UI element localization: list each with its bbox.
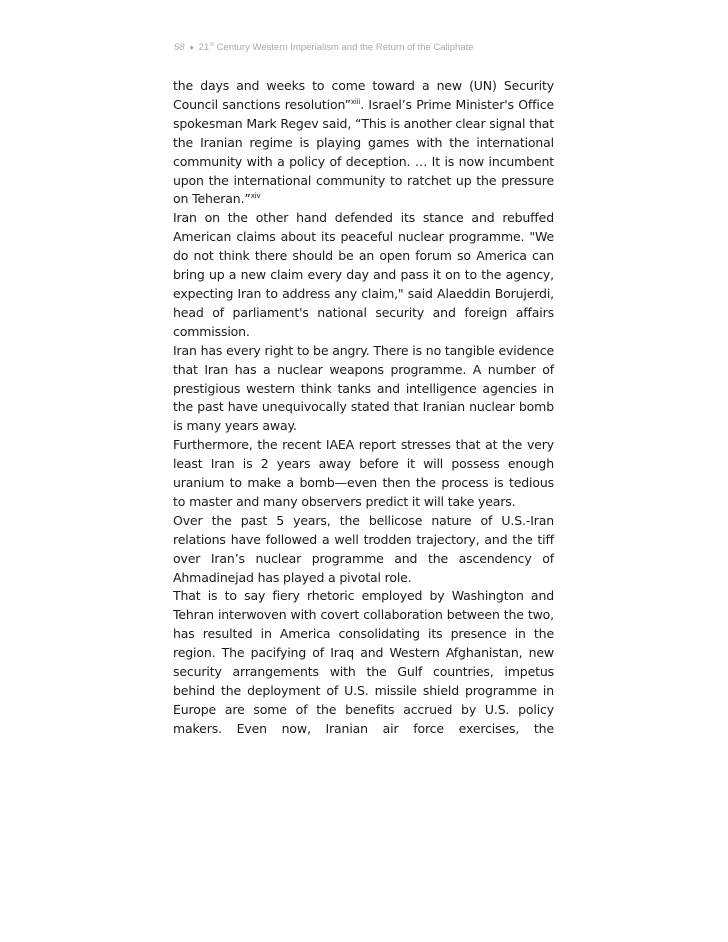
body-text [173,77,554,739]
endnote-ref-xiii: xiii [350,97,361,106]
header-title-prefix: 21 [198,42,210,53]
paragraph-1-part-2: . Israel’s Prime Minister's Office spokesman Mark Regev said, “This is another clear signal that the Iranian regime is playing games with the international community with a policy of deception. … It is now incumbent upon the international community to ratchet up the pressure on Teheran.” [173,96,554,207]
paragraph-4: Furthermore, the recent IAEA report stresses that at the very least Iran is 2 years away before it will possess enough uranium to make a bomb—even then the process is tedious to master and many observers predict it will take years. [173,437,554,509]
paragraph-3: Iran has every right to be angry. There is no tangible evidence that Iran has a nuclear weapons programme. A number of prestigious western think tanks and intelligence agencies in the past have unequivocally stated that Iranian nuclear bomb is many years away. [173,342,554,434]
diamond-separator-icon: ♦ [189,43,194,52]
header-title: Century Western Imperialism and the Return of the Caliphate [216,42,474,53]
paragraph-1 [173,77,554,209]
header-title-superscript: st [209,42,214,48]
paragraph-2: Iran on the other hand defended its stance and rebuffed American claims about its peaceful nuclear programme. "We do not think there should be an open forum so America can bring up a new claim every day and pass it on to the agency, expecting Iran to address any claim," said Alaeddin Borujerdi, head of parliament's national security and foreign affairs commission. [173,210,554,339]
running-header [174,42,574,53]
paragraph-5: Over the past 5 years, the bellicose nature of U.S.-Iran relations have followed a well trodden trajectory, and the tiff over Iran’s nuclear programme and the ascendency of Ahmadinejad has played a pivotal role. [173,512,554,585]
paragraph-6: That is to say fiery rhetoric employed by Washington and Tehran interwoven with covert collaboration between the two, has resulted in America consolidating its presence in the region. The pacifying of Iraq and Western Afghanistan, new security arrangements with the Gulf countries, impetus behind the deployment of U.S. missile shield programme in Europe are some of the benefits accrued by U.S. policy makers. Even now, Iranian air force exercises, the [173,588,554,736]
endnote-ref-xiv: xiv [250,192,261,201]
paragraph-1-part-1: the days and weeks to come toward a new (UN) Security Council sanctions resolution” [173,78,554,112]
page-number: 58 [174,42,185,53]
